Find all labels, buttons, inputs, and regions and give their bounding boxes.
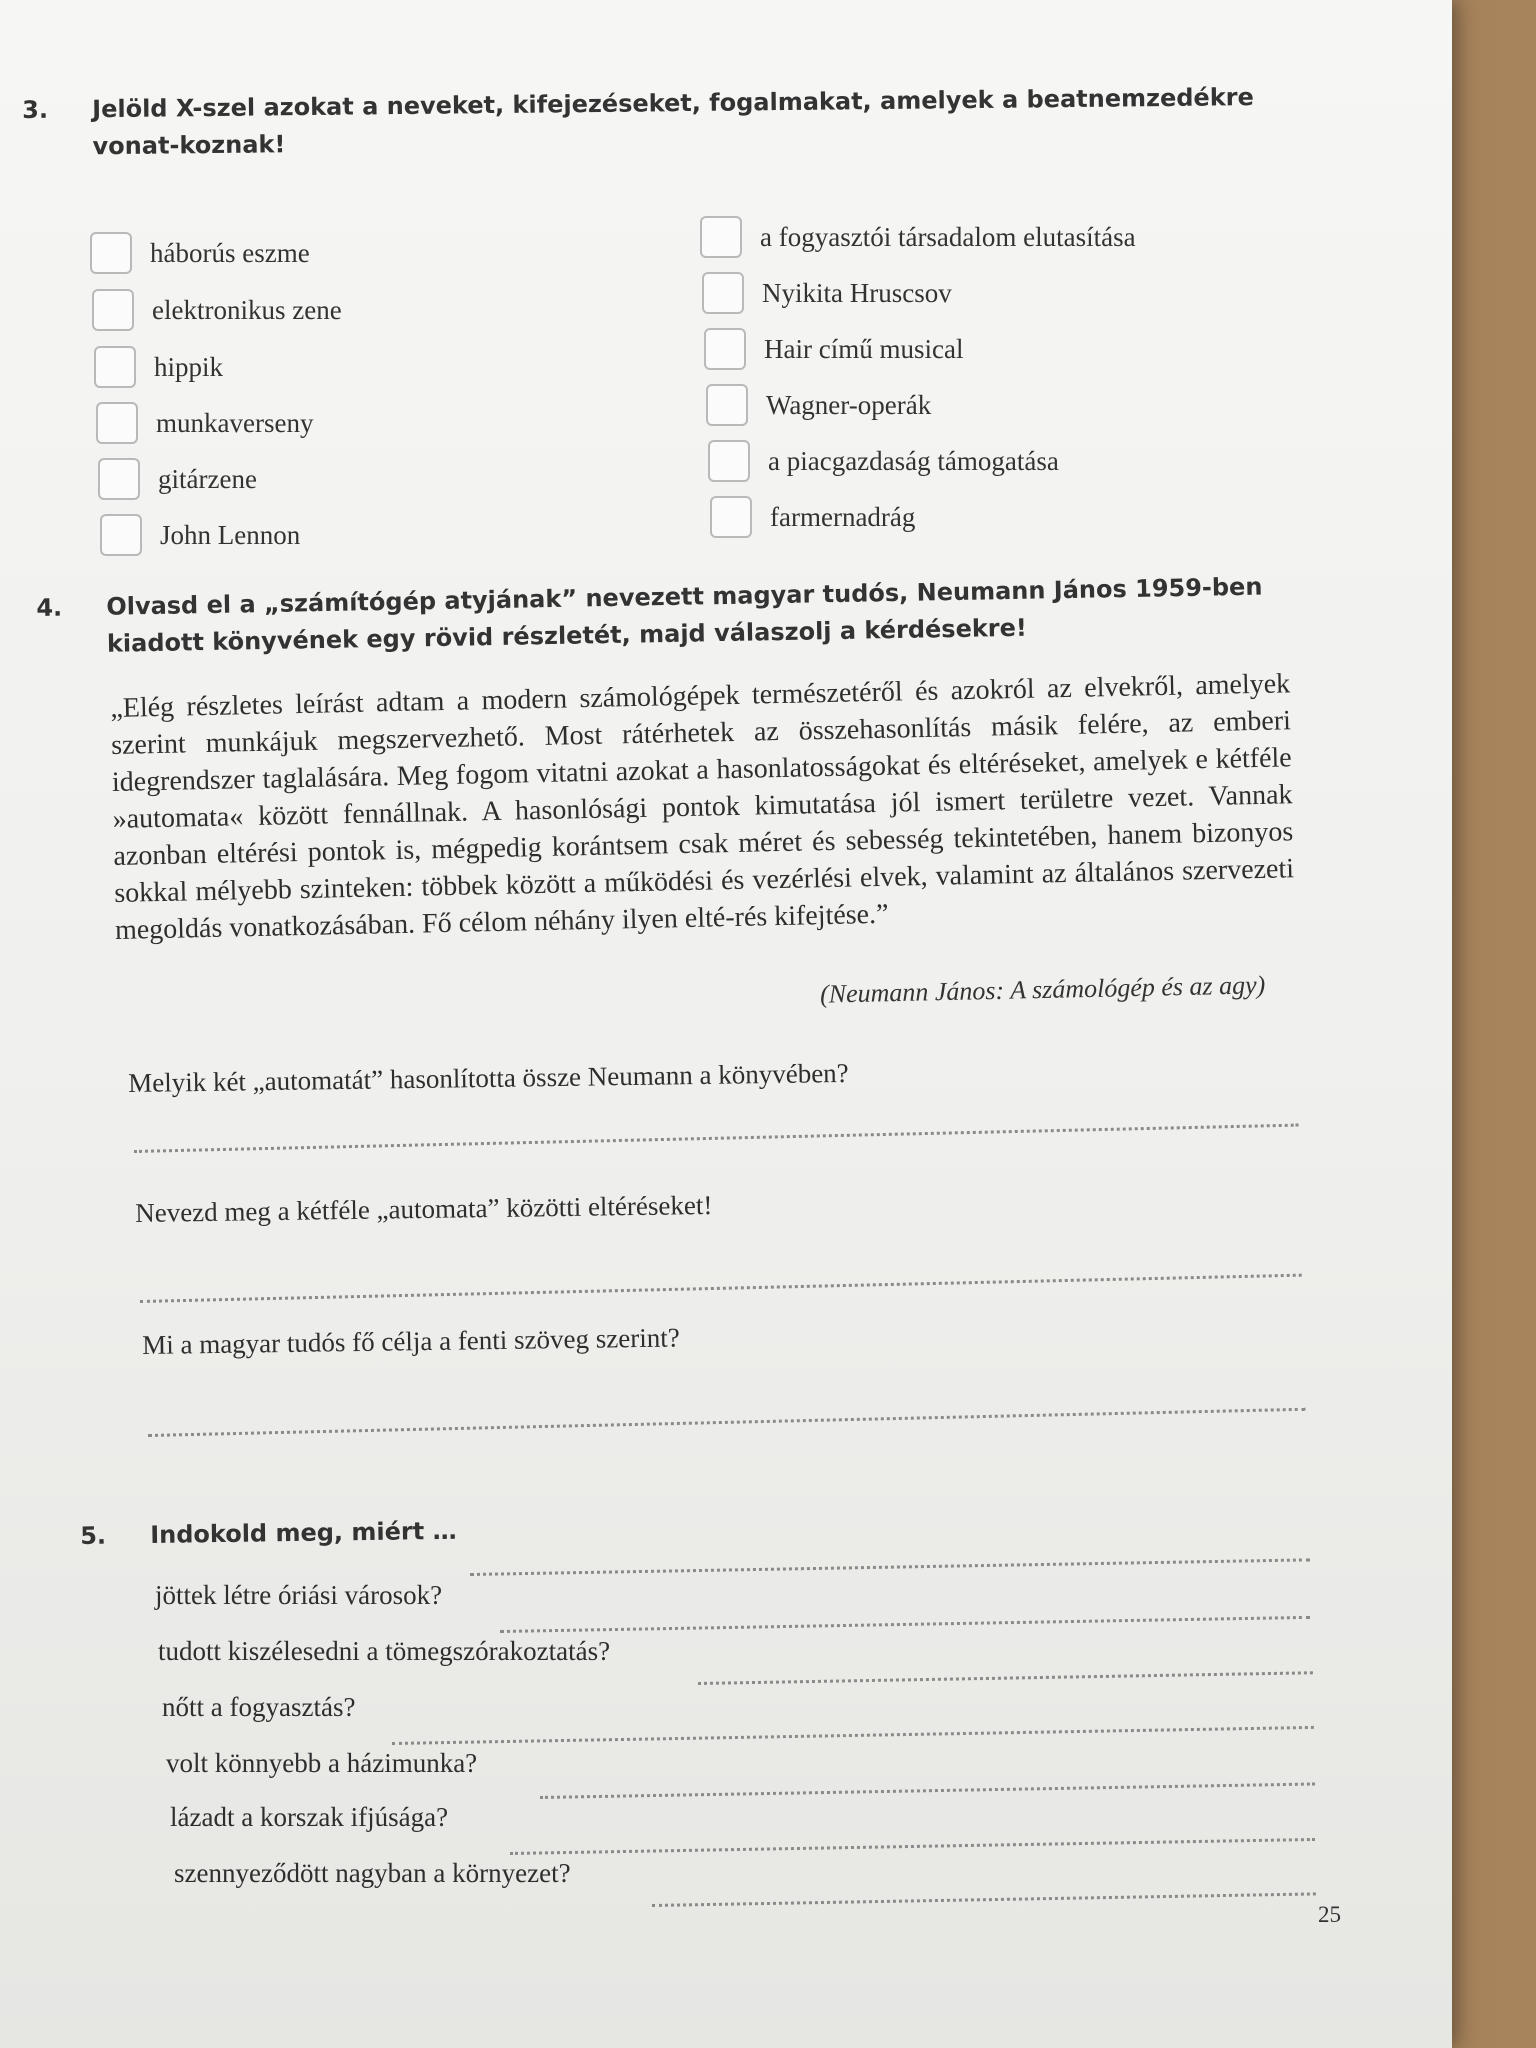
checkbox-label: hippik [154,351,224,382]
checkbox-item-left-2[interactable] [92,289,342,331]
task5-item-1: jöttek létre óriási városok? [155,1580,443,1610]
checkbox[interactable] [704,328,746,370]
task4-heading [36,568,1297,664]
checkbox-label: a piacgazdaság támogatása [768,445,1059,476]
checkbox-item-right-3[interactable] [704,328,963,370]
checkbox-item-left-1[interactable] [90,232,310,274]
checkbox-label: farmernadrág [770,501,916,532]
task5-instruction: Indokold meg, miért … [150,1516,457,1550]
task5-item-6: szennyeződött nagyban a környezet? [174,1858,571,1888]
task3-instruction: Jelöld X-szel azokat a neveket, kifejezéseket, fogalmakat, amelyek a beatnemzedékre vonat-koznak! [92,83,1254,161]
answer-line-task5-1[interactable] [500,1616,1310,1633]
task5-item-4: volt könnyebb a házimunka? [166,1748,478,1778]
checkbox-item-right-2[interactable] [702,272,952,314]
question-3: Mi a magyar tudós fő célja a fenti szöveg szerint? [142,1322,680,1360]
question-2: Nevezd meg a kétféle „automata” közötti eltéréseket! [135,1189,713,1228]
checkbox[interactable] [90,232,132,274]
checkbox[interactable] [706,384,748,426]
answer-line-task5-2[interactable] [698,1671,1313,1685]
checkbox-item-right-4[interactable] [706,384,931,426]
checkbox-item-right-6[interactable] [710,496,915,538]
neumann-quote: „Elég részletes leírást adtam a modern számológépek természetéről és azokról az elvekről, amelyek szerint munkájuk megszervezhető. Most rátérhetek az összehasonlítás másik felére, az emberi idegrendszer taglalására. Meg fogom vitatni azokat a hasonlatosságokat és eltéréseket, amelyek e kétféle »automata« között fennállnak. A hasonlósági pontok kimutatása jól ismert területre vezet. Vannak azonban eltérési pontok is, mégpedig korántsem csak méret és sebesség tekintetében, hanem bizonyos sokkal mélyebb szinteken: többek között a működési és vezérlési elvek, valamint az általános szervezeti megoldás vonatkozásában. Fő célom néhány ilyen elté-rés kifejtése.” [110,668,1295,946]
answer-line-task5-6[interactable] [652,1892,1316,1907]
answer-line-3[interactable] [148,1408,1306,1437]
checkbox-label: háborús eszme [150,237,310,268]
task5-item-5: lázadt a korszak ifjúsága? [170,1802,449,1832]
checkbox[interactable] [96,402,138,444]
checkbox-item-left-5[interactable] [98,458,257,500]
checkbox-label: elektronikus zene [152,294,342,325]
checkbox-label: a fogyasztói társadalom elutasítása [760,221,1136,252]
checkbox-label: gitárzene [158,463,257,494]
checkbox-label: John Lennon [160,519,301,550]
checkbox-item-right-1[interactable] [700,216,1136,258]
task5-item-3: nőtt a fogyasztás? [162,1692,356,1722]
answer-line-1[interactable] [134,1124,1299,1153]
checkbox[interactable] [708,440,750,482]
checkbox-item-left-4[interactable] [96,402,313,444]
checkbox-label: Nyikita Hruscsov [762,277,952,308]
checkbox[interactable] [702,272,744,314]
task5-item-2: tudott kiszélesedni a tömegszórakoztatás? [158,1636,611,1666]
answer-line-task5-4[interactable] [540,1782,1315,1799]
task3-heading [22,79,1273,166]
task5-heading [80,1507,880,1555]
task3-number: 3. [22,95,49,124]
task5-number: 5. [80,1521,107,1550]
answer-line-task5-heading[interactable] [470,1558,1310,1576]
page-number: 25 [1318,1902,1341,1927]
checkbox[interactable] [710,496,752,538]
checkbox[interactable] [700,216,742,258]
checkbox-label: Wagner-operák [766,389,932,420]
checkbox[interactable] [100,514,142,556]
checkbox-item-right-5[interactable] [708,440,1059,482]
checkbox[interactable] [98,458,140,500]
answer-line-2[interactable] [140,1274,1302,1303]
answer-line-task5-3[interactable] [392,1726,1314,1745]
checkbox-label: Hair című musical [764,333,964,364]
checkbox-item-left-3[interactable] [94,346,223,388]
answer-line-task5-5[interactable] [510,1838,1315,1855]
checkbox-label: munkaverseny [156,407,314,438]
quote-source: (Neumann János: A számológép és az agy) [819,970,1266,1009]
checkbox-item-left-6[interactable] [100,514,300,556]
question-1: Melyik két „automatát” hasonlította össze Neumann a könyvében? [128,1057,849,1098]
checkbox[interactable] [94,346,136,388]
task4-number: 4. [36,593,63,622]
checkbox[interactable] [92,289,134,331]
task4-instruction: Olvasd el a „számítógép atyjának” nevezett magyar tudós, Neumann János 1959-ben kiadott könyvének egy rövid részletét, majd válaszolj a kérdésekre! [106,572,1263,658]
